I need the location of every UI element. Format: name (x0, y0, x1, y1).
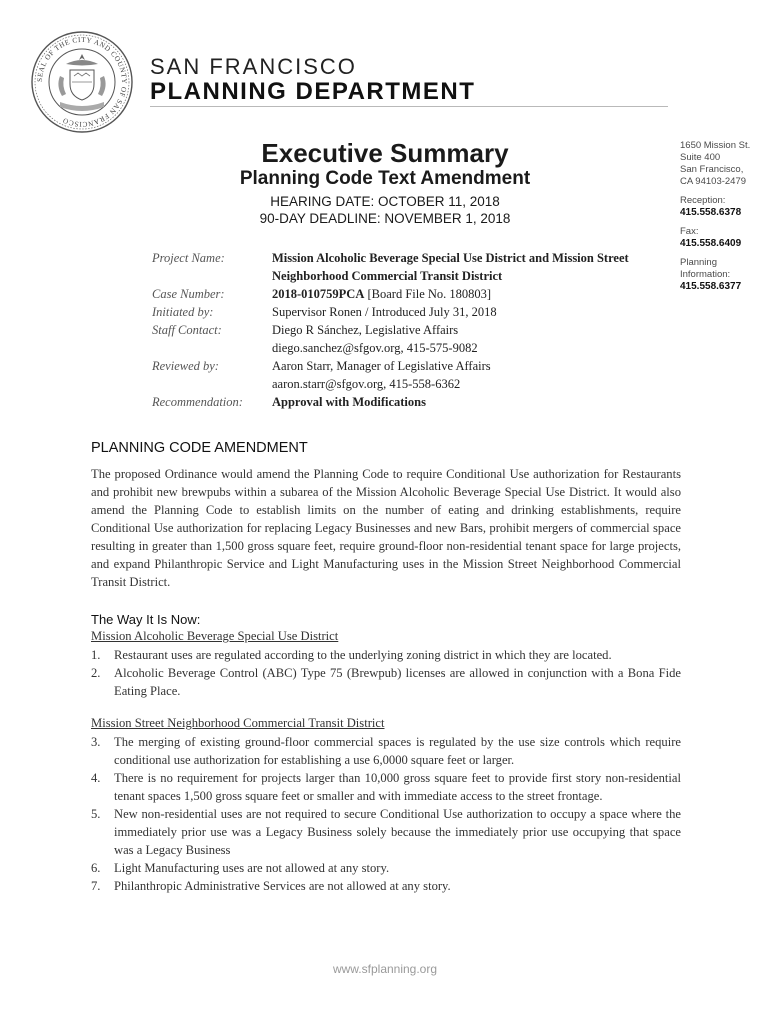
field-label: Initiated by: (152, 305, 214, 319)
reviewed-row-cont (152, 375, 672, 393)
amendment-paragraph: The proposed Ordinance would amend the Planning Code to require Conditional Use authorization for Restaurants and prohibit new brewpubs within a subarea of the Mission Alcoholic Beverage Special Use District. It would also amend the Planning Code to establish limits on the number of eating and drinking establishments, require Conditional Use authorization for replacing Legacy Businesses and new Bars, prohibit mergers of commercial space resulting in greater than 1,500 gross square feet, require ground-floor non-residential tenant space for large projects, and expand Philanthropic Service and Light Manufacturing uses in the Mission Street Neighborhood Commercial Transit District. (91, 467, 681, 589)
contact-info (680, 140, 768, 293)
field-label: Reviewed by: (152, 359, 219, 373)
initiated-value: Supervisor Ronen / Introduced July 31, 2018 (272, 305, 497, 319)
list-item-number: 4. (91, 771, 101, 785)
reviewer-name: Aaron Starr, Manager of Legislative Affairs (272, 359, 491, 373)
staff-contact-name: Diego R Sánchez, Legislative Affairs (272, 323, 459, 337)
field-label: Staff Contact: (152, 323, 222, 337)
address-line: 1650 Mission St. (680, 140, 751, 151)
initiated-row (152, 303, 672, 321)
list-item-number: 1. (91, 648, 101, 662)
list-item-number: 7. (91, 879, 101, 893)
address-line: CA 94103-2479 (680, 176, 747, 187)
project-name-value: Neighborhood Commercial Transit District (272, 269, 503, 283)
board-file-number: [Board File No. 180803] (364, 287, 492, 301)
field-label: Recommendation: (152, 395, 243, 409)
address-line: San Francisco, (680, 164, 744, 175)
sud-heading: Mission Alcoholic Beverage Special Use District (91, 629, 339, 643)
footer-url: www.sfplanning.org (332, 962, 438, 976)
list-item-number: 2. (91, 666, 101, 680)
planning-info-label: Planning (680, 257, 717, 268)
fax-number: 415.558.6409 (680, 238, 742, 249)
list-item-text: There is no requirement for projects larger than 10,000 gross square feet to provide first story non-residential tenant spaces 1,500 gross square feet or smaller and with immediate access to the street frontage. (114, 771, 681, 803)
list-item-text: Alcoholic Beverage Control (ABC) Type 75 (Brewpub) licenses are allowed in conjunction with a Bona Fide Eating Place. (114, 666, 681, 698)
org-department-name: PLANNING DEPARTMENT (150, 78, 476, 105)
project-name-row-cont (152, 267, 672, 285)
svg-text:SEAL OF THE CITY AND COUNTY OF: SEAL OF THE CITY AND COUNTY OF SAN FRANCISCO (35, 35, 129, 129)
list-item (91, 769, 681, 805)
list-item (91, 859, 681, 877)
sud-list (91, 646, 681, 700)
nct-heading: Mission Street Neighborhood Commercial Transit District (91, 716, 385, 730)
list-item (91, 664, 681, 700)
subsection-heading: The Way It Is Now: (91, 612, 201, 627)
recommendation-row (152, 393, 672, 411)
list-item-text: Restaurant uses are regulated according to the underlying zoning district in which they are located. (114, 648, 612, 662)
planning-info-number: 415.558.6377 (680, 281, 742, 292)
project-info-table (152, 249, 672, 411)
staff-contact-row-cont (152, 339, 672, 357)
section-heading: PLANNING CODE AMENDMENT (91, 440, 308, 456)
reception-label: Reception: (680, 195, 726, 206)
list-item-text: New non-residential uses are not required to secure Conditional Use authorization to occupy a space where the immediately prior use was a Legacy Business solely because the immediately prior use occupying that space was a Legacy Business (114, 807, 681, 857)
reviewed-row (152, 357, 672, 375)
hearing-date: HEARING DATE: OCTOBER 11, 2018 (270, 194, 500, 209)
field-label: Case Number: (152, 287, 225, 301)
staff-contact-email: diego.sanchez@sfgov.org, 415-575-9082 (272, 341, 478, 355)
recommendation-value: Approval with Modifications (272, 395, 426, 409)
list-item-number: 3. (91, 735, 101, 749)
list-item-text: Philanthropic Administrative Services are not allowed at any story. (114, 879, 451, 893)
planning-info-label: Information: (680, 269, 731, 280)
project-name-row (152, 249, 672, 267)
list-item-text: Light Manufacturing uses are not allowed at any story. (114, 861, 390, 875)
list-item-number: 6. (91, 861, 101, 875)
staff-contact-row (152, 321, 672, 339)
case-number-value: 2018-010759PCA (272, 287, 365, 301)
document-subtitle: Planning Code Text Amendment (239, 168, 531, 189)
fax-label: Fax: (680, 226, 699, 237)
list-item (91, 805, 681, 859)
city-seal-logo (30, 30, 134, 134)
list-item (91, 877, 681, 895)
list-item (91, 646, 681, 664)
list-item-number: 5. (91, 807, 101, 821)
deadline-date: 90-DAY DEADLINE: NOVEMBER 1, 2018 (259, 211, 511, 226)
case-number-row (152, 285, 672, 303)
reception-number: 415.558.6378 (680, 207, 742, 218)
document-title: Executive Summary (261, 138, 509, 168)
list-item (91, 733, 681, 769)
field-label: Project Name: (152, 251, 225, 265)
project-name-value: Mission Alcoholic Beverage Special Use District and Mission Street (272, 251, 629, 265)
reviewer-email: aaron.starr@sfgov.org, 415-558-6362 (272, 377, 461, 391)
address-line: Suite 400 (680, 152, 721, 163)
nct-list (91, 733, 681, 895)
header-divider (150, 106, 668, 107)
org-city-name: SAN FRANCISCO (150, 54, 357, 79)
list-item-text: The merging of existing ground-floor commercial spaces is regulated by the use size controls which require conditional use authorization for establishing a use 6,0000 square feet or larger. (114, 735, 681, 767)
